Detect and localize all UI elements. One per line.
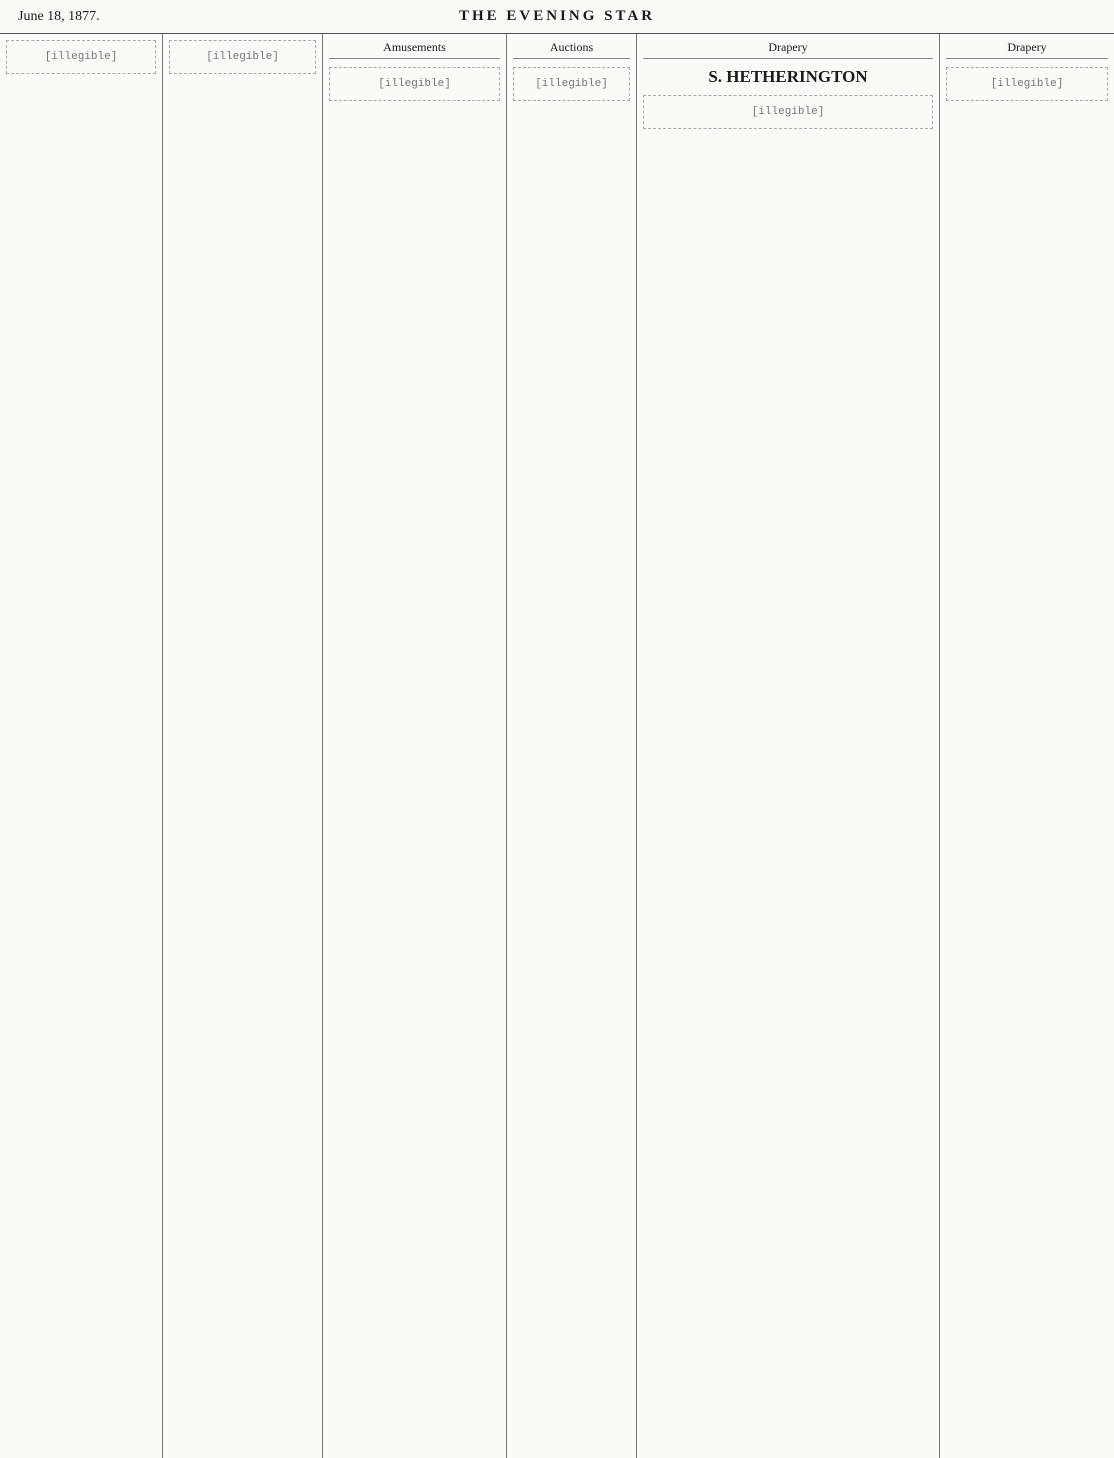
column-drapery-main [637,34,940,1458]
masthead [0,0,1114,34]
column-drapery-right [940,34,1114,1458]
column-auctions-body: [illegible] [513,67,630,101]
column-auctions-heading: Auctions [513,40,630,59]
masthead-title: THE EVENING STAR [458,8,656,24]
column-1-body: [illegible] [6,40,156,74]
column-amusements [323,34,507,1458]
column-drapery-right-heading: Drapery [946,40,1108,59]
column-auctions [507,34,637,1458]
column-2 [163,34,323,1458]
column-drapery-main-body: [illegible] [643,95,933,129]
column-amusements-heading: Amusements [329,40,500,59]
column-1 [0,34,163,1458]
column-amusements-body: [illegible] [329,67,500,101]
column-drapery-main-heading: Drapery [643,40,933,59]
hetherington-heading: S. HETHERINGTON [708,67,868,86]
masthead-date: June 18, 1877. [18,8,100,24]
column-2-body: [illegible] [169,40,316,74]
column-drapery-right-body: [illegible] [946,67,1108,101]
